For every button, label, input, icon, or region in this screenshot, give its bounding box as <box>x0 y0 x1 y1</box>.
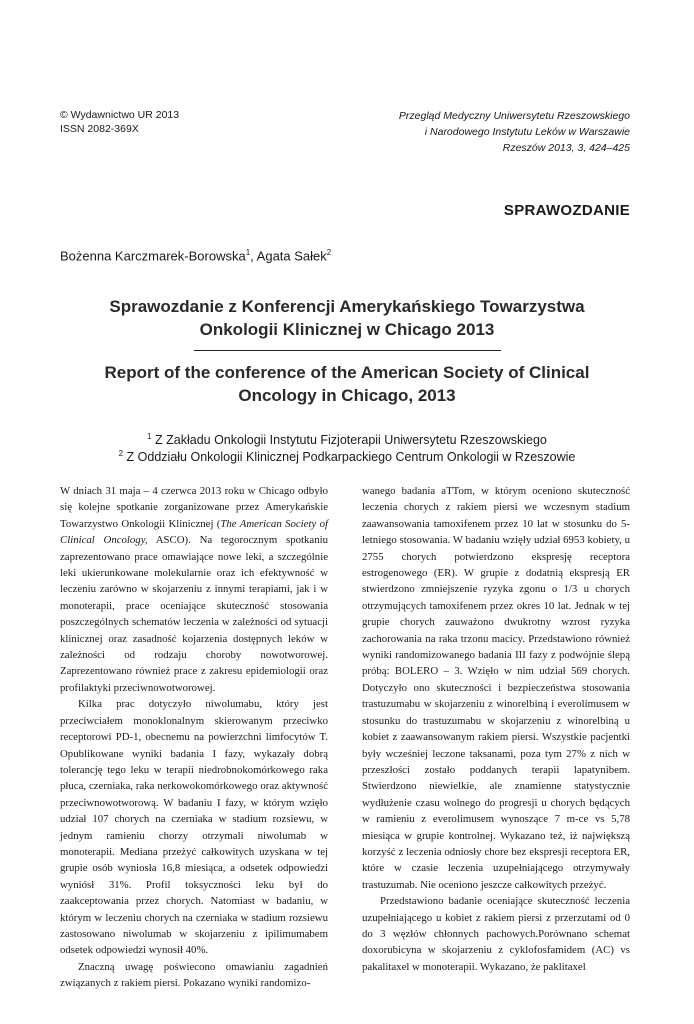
paragraph-breast-cancer-intro: Znaczną uwagę poświecono omawianiu zagadnień związanych z rakiem piersi. Pokazano wyniki randomizo- <box>60 960 328 990</box>
issn-line: ISSN 2082-369X <box>60 123 139 135</box>
affiliation-1-text: Z Zakładu Onkologii Instytutu Fizjoterapii Uniwersytetu Rzeszowskiego <box>151 433 547 448</box>
paragraph-nivolumab: Kilka prac dotyczyło niwolumabu, który jest przeciwciałem monoklonalnym skierowanym przeciwko receptorowi PD-1, obecnemu na powierzchni limfocytów T. Opublikowane wyniki badania I fazy, wykazały dobrą tolerancję tego leku w terapii niedrobnokomórkowego raka płuca, czerniaka, raka nerkowokomórkowego oraz aktywność przeciwnowotworową. W badaniu I fazy, w którym wzięło udział 107 chorych na czerniaka w stadium rozsiewu, w jednym ramieniu chorzy otrzymali niwolumab w monoterapii. Mediana przeżyć całkowitych uzyskana w tej grupie osób wyniosła 16,8 miesiąca, a odsetek odpowiedzi wyniósł 31%. Profil toksyczności leku był do zaakceptowania przez chorych. Natomiast w badaniu, w którym w leczeniu chorych na czerniaka w stadium rozsiewu zastosowano niwolumab w skojarzeniu z ipilimumabem odsetek odpowiedzi wynosił 40%. <box>60 698 328 957</box>
journal-name-line-1: Przegląd Medyczny Uniwersytetu Rzeszowskiego <box>398 110 630 122</box>
title-english <box>60 361 634 407</box>
paragraph-intro-part-2: ASCO). Na tegorocznym spotkaniu zaprezentowano prace omawiające nowe leki, a szczególnie leki ukierunkowane molekularnie oraz ich efektywność w leczeniu zarówno w skojarzeniu z innymi terapiami, jak i w monoterapii, prace oceniające skuteczność stosowania poszczególnych schematów leczenia w zależności od sytuacji klinicznej oraz zasadność kojarzenia dostępnych leków w zależności od rodzaju choroby nowotworowej. Zaprezentowano również prace z zakresu epidemiologii oraz profilaktyki przeciwnowotworowej. <box>60 534 328 694</box>
author-2-affiliation-mark: 2 <box>326 248 332 257</box>
affiliation-1-mark: 1 <box>147 432 152 441</box>
author-2: Agata Sałek <box>256 248 327 264</box>
publisher-info <box>60 108 179 136</box>
author-list <box>60 248 331 263</box>
author-separator: , <box>250 248 257 264</box>
author-1: Bożenna Karczmarek-Borowska <box>60 248 246 264</box>
society-name-italic: The American Society of Clinical Oncology, <box>60 517 328 547</box>
body-column-left <box>60 483 328 992</box>
affiliation-2 <box>60 445 634 466</box>
journal-info <box>399 108 630 156</box>
title-polish-line-1: Sprawozdanie z Konferencji Amerykańskiego Towarzystwa <box>109 297 585 316</box>
copyright-line: © Wydawnictwo UR 2013 <box>60 109 180 121</box>
affiliation-2-text: Z Oddziału Onkologii Klinicznej Podkarpackiego Centrum Onkologii w Rzeszowie <box>123 450 576 465</box>
journal-citation: Rzeszów 2013, 3, 424–425 <box>502 142 630 154</box>
section-label: SPRAWOZDANIE <box>503 202 630 219</box>
author-1-affiliation-mark: 1 <box>245 248 251 257</box>
affiliation-2-mark: 2 <box>118 449 124 458</box>
paragraph-attom-bolero: wanego badania aTTom, w którym oceniono skuteczność leczenia chorych z rakiem piersi we wczesnym stadium zaawansowania tamoxifenem przez 10 lat w stosunku do 5-letniego stosowania. W badaniu wzięły udział 6953 kobiety, u 2755 chorych potwierdzono ekspresję receptora estrogenowego (ER). W grupie z dodatnią ekspresją ER stwierdzono zmniejszenie ryzyka zgonu o 1/3 u chorych otrzymujących tamoxifenem przez okres 10 lat. Jednak w tej grupie chorych zauważono dwukrotny wzrost ryzyka zachorowania na raka trzonu macicy. Przedstawiono również wyniki randomizowanego badania III fazy z podwójnie ślepą próbą: BOLERO – 3. Wzięło w nim udział 569 chorych. Dotyczyło ono skuteczności i bezpieczeństwa stosowania trastuzumabu w skojarzeniu z winorelbiną i everolimusem w stosunku do trastuzumabu w skojarzeniu z winorelbiną u kobiet z zaawansowanym rakiem piersi. Wszystkie pacjentki były wcześniej leczone taksanami, poza tym 27% z nich w przeszłości zostało poddanych terapii lapatynibem. Stwierdzono niewielkie, ale znamienne statystycznie wydłużenie czasu wolnego do progresji u chorych będących w ramieniu z everolimusem wynoszące 7 m-ce vs 5,78 miesiąca w grupie kontrolnej. Wykazano też, iż największą korzyść z leczenia odniosły chore bez ekspresji receptora ER, które w czasie leczenia uzupełniającego otrzymywały trastuzumab. Nie oceniono jeszcze całkowitych przeżyć. <box>362 485 630 891</box>
paragraph-intro <box>60 483 328 696</box>
title-divider <box>194 350 501 351</box>
title-english-line-1: Report of the conference of the American Society of Clinical <box>104 363 590 382</box>
body-column-right <box>362 483 630 975</box>
title-english-line-2: Oncology in Chicago, 2013 <box>238 386 456 405</box>
paragraph-intro-part-1: W dniach 31 maja – 4 czerwca 2013 roku w Chicago odbyło się kolejne spotkanie zorganizowane przez Amerykańskie Towarzystwo Onkologii Klinicznej ( <box>60 485 328 530</box>
title-polish <box>60 295 634 341</box>
title-polish-line-2: Onkologii Klinicznej w Chicago 2013 <box>199 320 495 339</box>
paragraph-adjuvant: Przedstawiono badanie oceniające skuteczność leczenia uzupełniającego u kobiet z rakiem piersi z przerzutami od 0 do 3 węzłów chłonnych pachowych.Porównano schemat doxorubicyna w skojarzeniu z cyklofosfamidem (AC) vs pakalitaxel w monoterapii. Wykazano, że paklitaxel <box>362 895 630 973</box>
journal-name-line-2: i Narodowego Instytutu Leków w Warszawie <box>424 126 630 138</box>
